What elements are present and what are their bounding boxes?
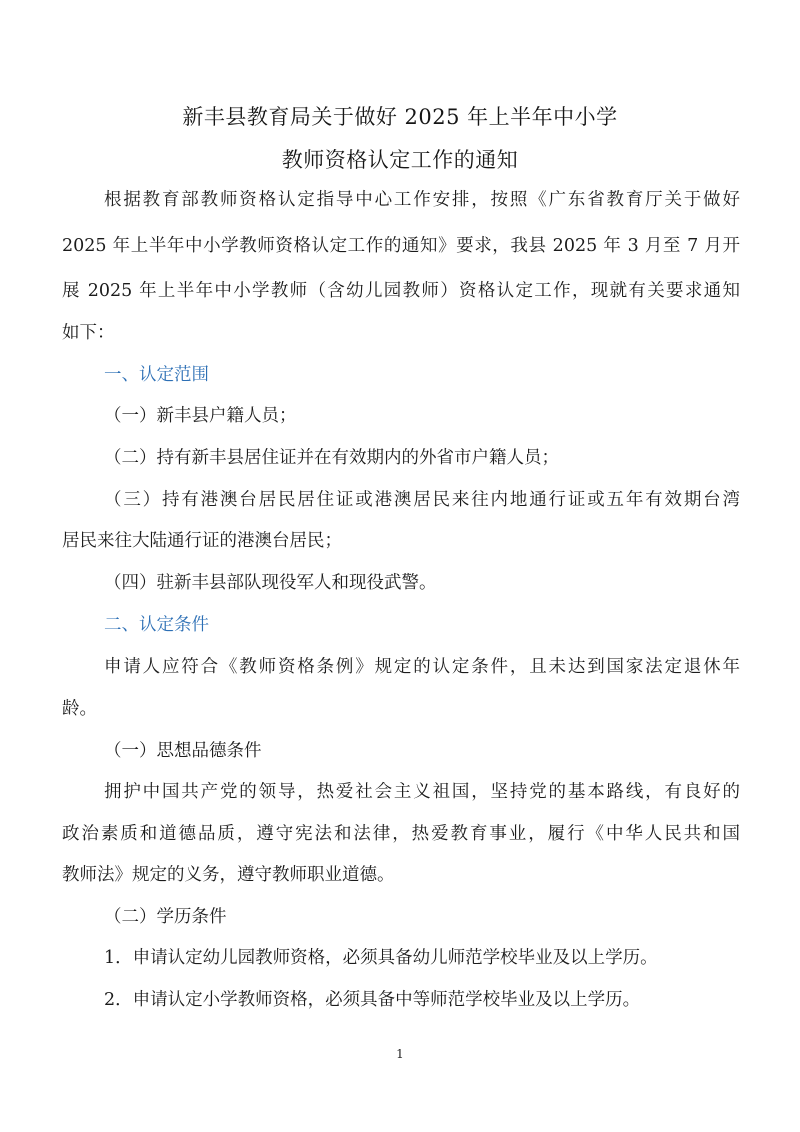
education-item-2: 2．申请认定小学教师资格，必须具备中等师范学校毕业及以上学历。	[104, 990, 641, 1010]
intro-line-1: 根据教育部教师资格认定指导中心工作安排，按照《广东省教育厅关于做好	[104, 190, 740, 210]
section-2-heading: 二、认定条件	[104, 615, 209, 635]
scope-item-3-line-2: 居民来往大陆通行证的港澳台居民；	[62, 531, 342, 551]
scope-item-4: （四）驻新丰县部队现役军人和现役武警。	[104, 573, 437, 593]
education-heading: （二）学历条件	[104, 907, 227, 927]
scope-item-2: （二）持有新丰县居住证并在有效期内的外省市户籍人员；	[104, 448, 559, 468]
moral-text-line-1: 拥护中国共产党的领导，热爱社会主义祖国，坚持党的基本路线，有良好的	[104, 782, 740, 802]
education-item-1: 1．申请认定幼儿园教师资格，必须具备幼儿师范学校毕业及以上学历。	[104, 948, 658, 968]
intro-line-3: 展 2025 年上半年中小学教师（含幼儿园教师）资格认定工作，现就有关要求通知	[62, 281, 740, 301]
document-title-line-2: 教师资格认定工作的通知	[281, 148, 519, 172]
conditions-intro-line-1: 申请人应符合《教师资格条例》规定的认定条件，且未达到国家法定退休年	[104, 657, 740, 677]
section-1-heading: 一、认定范围	[104, 365, 209, 385]
scope-item-3-line-1: （三）持有港澳台居民居住证或港澳居民来往内地通行证或五年有效期台湾	[104, 490, 740, 510]
document-title-line-1: 新丰县教育局关于做好 2025 年上半年中小学	[182, 105, 618, 129]
moral-text-line-3: 教师法》规定的义务，遵守教师职业道德。	[62, 865, 395, 885]
moral-heading: （一）思想品德条件	[104, 741, 262, 761]
intro-line-2: 2025 年上半年中小学教师资格认定工作的通知》要求，我县 2025 年 3 月至 7 月开	[62, 236, 740, 256]
scope-item-1: （一）新丰县户籍人员；	[104, 406, 297, 426]
page-number: 1	[396, 1047, 404, 1061]
conditions-intro-line-2: 龄。	[62, 699, 97, 719]
moral-text-line-2: 政治素质和道德品质，遵守宪法和法律，热爱教育事业，履行《中华人民共和国	[62, 824, 740, 844]
intro-line-4: 如下：	[62, 323, 115, 343]
